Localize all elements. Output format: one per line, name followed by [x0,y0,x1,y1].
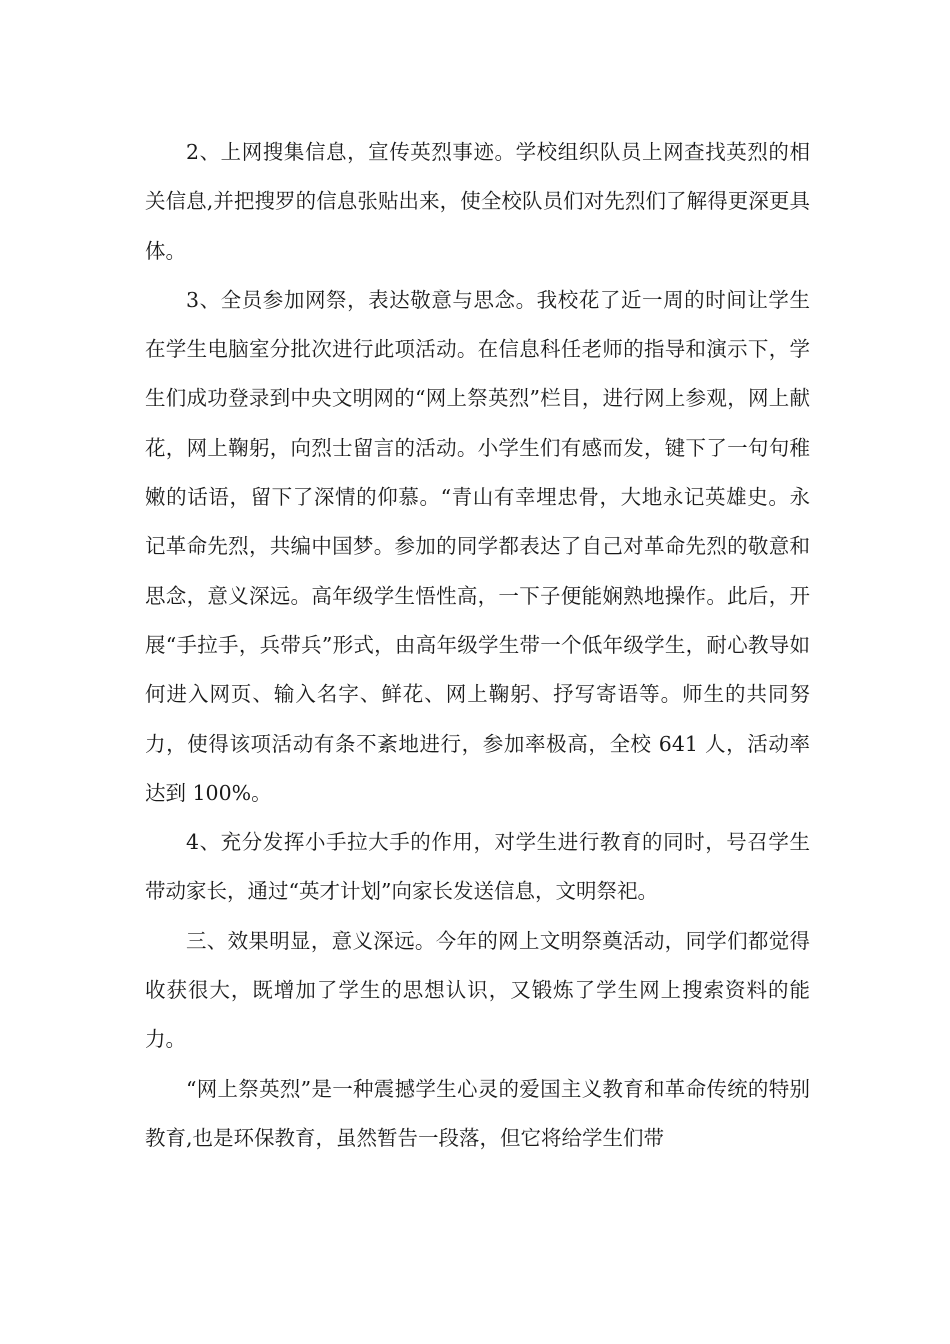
paragraph-section-3: 三、效果明显，意义深远。今年的网上文明祭奠活动，同学们都觉得收获很大，既增加了学生的思想认识，又锻炼了学生网上搜索资料的能力。 [145,928,810,1052]
paragraph-conclusion: “网上祭英烈”是一种震撼学生心灵的爱国主义教育和革命传统的特别教育,也是环保教育，虽然暂告一段落，但它将给学生们带 [145,1076,810,1150]
paragraph-item-2: 2、上网搜集信息，宣传英烈事迹。学校组织队员上网查找英烈的相关信息,并把搜罗的信息张贴出来，使全校队员们对先烈们了解得更深更具体。 [145,140,810,263]
paragraph-item-3: 3、全员参加网祭，表达敬意与思念。我校花了近一周的时间让学生在学生电脑室分批次进行此项活动。在信息科任老师的指导和演示下，学生们成功登录到中央文明网的“网上祭英烈”栏目，进行网上参观，网上献花，网上鞠躬，向烈士留言的活动。小学生们有感而发，键下了一句句稚嫩的话语，留下了深情的仰慕。“青山有幸埋忠骨，大地永记英雄史。永记革命先烈，共编中国梦。参加的同学都表达了自己对革命先烈的敬意和思念，意义深远。高年级学生悟性高，一下子便能娴熟地操作。此后，开展“手拉手，兵带兵”形式，由高年级学生带一个低年级学生，耐心教导如何进入网页、输入名字、鲜花、网上鞠躬、抒写寄语等。师生的共同努力，使得该项活动有条不紊地进行，参加率极高，全校 641 人，活动率达到 100%。 [145,287,810,805]
paragraph-item-4: 4、充分发挥小手拉大手的作用，对学生进行教育的同时，号召学生带动家长，通过“英才计划”向家长发送信息，文明祭祀。 [145,830,810,904]
document-body [145,128,810,1163]
